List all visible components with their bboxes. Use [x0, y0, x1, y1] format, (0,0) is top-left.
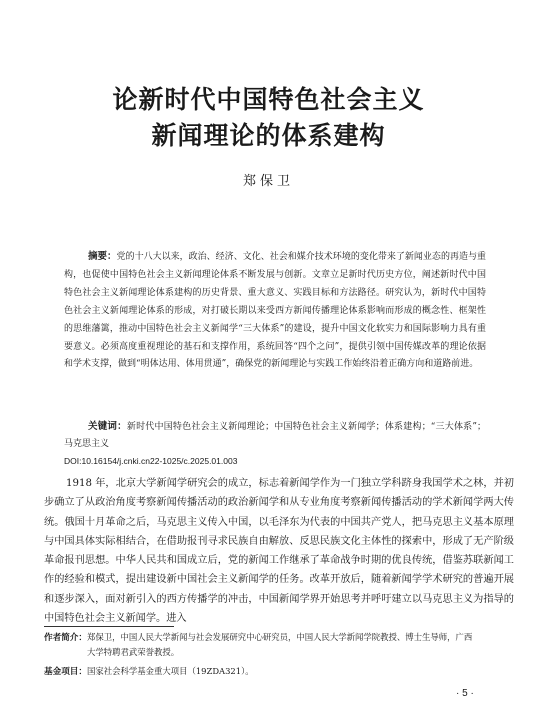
body-paragraph: 1918 年，北京大学新闻学研究会的成立，标志着新闻学作为一门独立学科跻身我国学术之林，并初步确立了从政治角度考察新闻传播活动的政治新闻学和从专业角度考察新闻传播活动的学术新闻学两大传统。俄国十月革命之后，马克思主义传入中国，以毛泽东为代表的中国共产党人，把马克思主义基本原理与中国具体实际相结合，在借助报刊寻求民族自由解放、反思民族文化主体性的探索中，形成了无产阶级革命报刊思想。中华人民共和国成立后，党的新闻工作继承了革命战争时期的优良传统，借鉴苏联新闻工作的经验和模式，提出建设新中国社会主义新闻学的任务。改革开放后，随着新闻学学术研究的普遍开展和逐步深入，面对新引入的西方传播学的冲击，中国新闻学界开始思考并呼吁建立以马克思主义为指导的中国特色社会主义新闻学。进入 — [44, 478, 514, 624]
keywords-label: 关键词： — [88, 421, 127, 432]
page-number: · 5 · — [456, 688, 474, 699]
fund-text: 国家社会科学基金重大项目（19ZDA321）。 — [86, 666, 254, 676]
footnote-divider — [44, 626, 174, 627]
abstract — [64, 248, 486, 374]
title-line-1: 论新时代中国特色社会主义 — [112, 85, 425, 114]
abstract-text: 党的十八大以来，政治、经济、文化、社会和媒介技术环境的变化带来了新闻业态的再造与重构，也促使中国特色社会主义新闻理论体系不断发展与创新。文章立足新时代历史方位，阐述新时代中国特色社会主义新闻理论体系建构的历史背景、重大意义、实践目标和方法路径。研究认为，新时代中国特色社会主义新闻理论体系的形成，对打破长期以来受西方新闻传播理论体系影响而形成的概念性、框架性的思维藩篱，推动中国特色社会主义新闻学“三大体系”的建设，提升中国文化软实力和国际影响力具有重要意义。必须高度重视理论的基石和支撑作用，系统回答“四个之问”，提供引领中国传媒改革的理论依据和学术支撑，做到“明体达用、体用贯通”，确保党的新闻理论与实践工作始终沿着正确方向和道路前进。 — [64, 252, 486, 370]
author-info-label: 作者简介： — [44, 633, 87, 643]
author-info-text: 郑保卫，中国人民大学新闻与社会发展研究中心研究员，中国人民大学新闻学院教授、博士生导师，广西大学特聘君武荣誉教授。 — [86, 632, 473, 657]
keywords-text: 新时代中国特色社会主义新闻理论；中国特色社会主义新闻学；体系建构；“三大体系”；马克思主义 — [64, 422, 486, 449]
doi: DOI:10.16154/j.cnki.cn22-1025/c.2025.01.003 — [64, 456, 238, 466]
title-line-2: 新闻理论的体系建构 — [151, 121, 386, 150]
author-name: 郑保卫 — [242, 174, 294, 189]
abstract-label: 摘要： — [88, 251, 117, 262]
fund-label: 基金项目： — [44, 667, 87, 677]
author-info — [44, 630, 484, 659]
keywords — [64, 418, 486, 453]
fund-info — [44, 664, 484, 679]
